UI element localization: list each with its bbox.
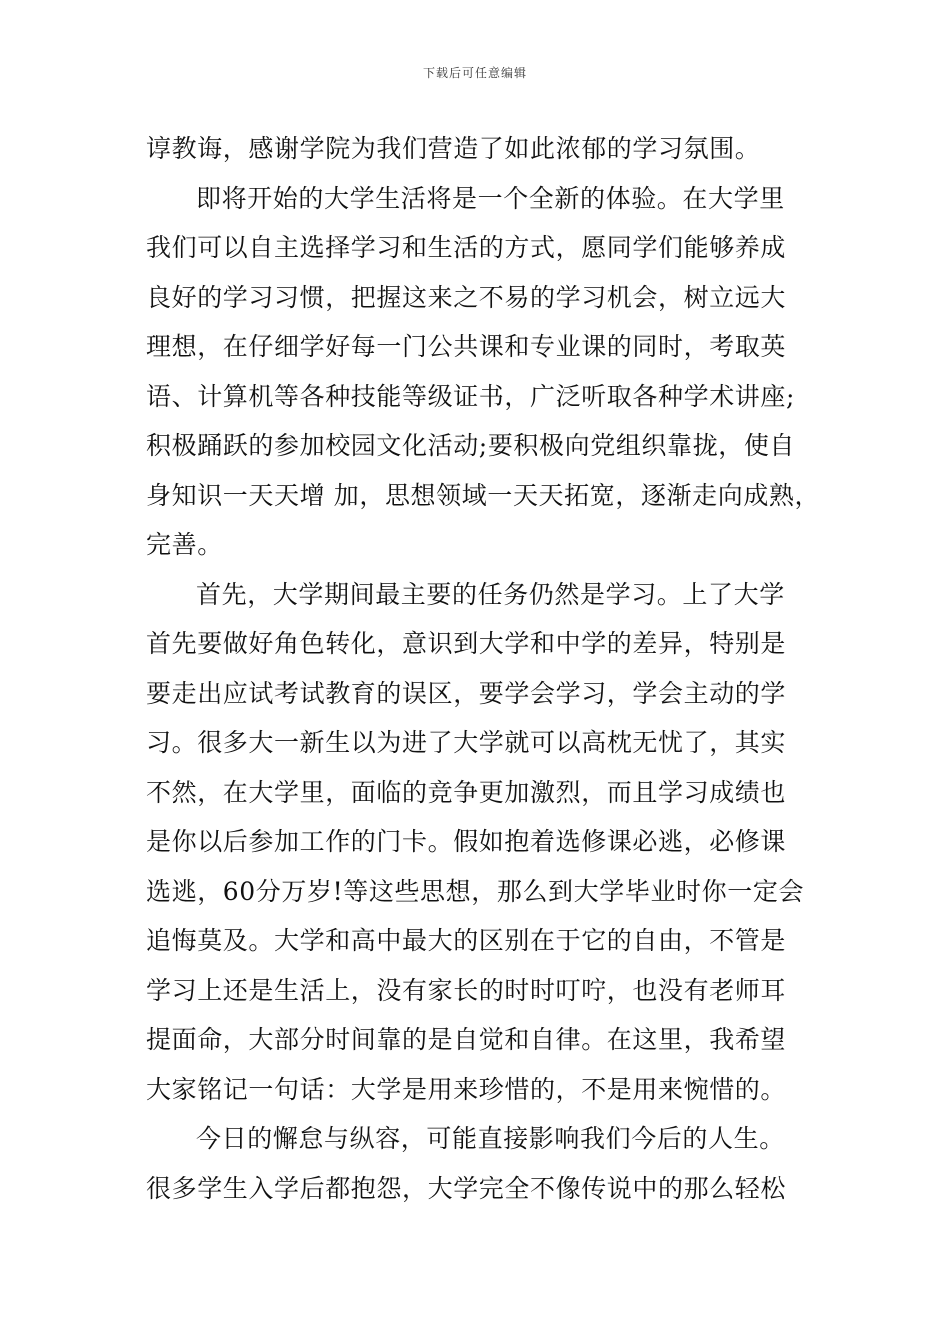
text-line: 不然，在大学里，面临的竞争更加激烈，而且学习成绩也 [146,777,787,807]
text-line: 提面命，大部分时间靠的是自觉和自律。在这里，我希望 [146,1025,787,1054]
paragraph-start-line: 即将开始的大学生活将是一个全新的体验。在大学里 [196,183,785,213]
text-line: 追悔莫及。大学和高中最大的区别在于它的自由，不管是 [146,926,787,955]
text-line: 良好的学习习惯，把握这来之不易的学习机会，树立远大 [146,282,787,312]
text-line: 习。很多大一新生以为进了大学就可以高枕无忧了，其实 [146,728,787,757]
text-line: 谆教诲，感谢学院为我们营造了如此浓郁的学习氛围。 [146,134,761,163]
text-line: 要走出应试考试教育的误区，要学会学习，学会主动的学 [146,678,787,708]
text-line: 选逃，60分万岁!等这些思想，那么到大学毕业时你一定会 [146,876,805,906]
page-header: 下载后可任意编辑 [422,66,527,80]
text-line: 理想，在仔细学好每一门公共课和专业课的同时，考取英 [146,332,787,361]
text-line: 我们可以自主选择学习和生活的方式，愿同学们能够养成 [146,233,787,262]
text-line: 首先要做好角色转化，意识到大学和中学的差异，特别是 [146,629,787,658]
text-line: 是你以后参加工作的门卡。假如抱着选修课必逃，必修课 [146,827,787,856]
document-body [146,124,826,1213]
text-line: 完善。 [146,530,223,559]
text-line: 很多学生入学后都抱怨，大学完全不像传说中的那么轻松 [146,1173,787,1203]
text-line: 语、计算机等各种技能等级证书，广泛听取各种学术讲座; [146,381,796,411]
text-line: 学习上还是生活上，没有家长的时时叮咛，也没有老师耳 [146,975,787,1005]
paragraph-start-line: 首先，大学期间最主要的任务仍然是学习。上了大学 [196,579,785,609]
text-line: 积极踊跃的参加校园文化活动;要积极向党组织靠拢，使自 [146,431,796,460]
paragraph-start-line: 今日的懈怠与纵容，可能直接影响我们今后的人生。 [196,1124,785,1153]
text-line: 身知识一天天增 加，思想领域一天天拓宽，逐渐走向成熟， [146,480,821,510]
text-line: 大家铭记一句话：大学是用来珍惜的，不是用来惋惜的。 [146,1074,787,1104]
